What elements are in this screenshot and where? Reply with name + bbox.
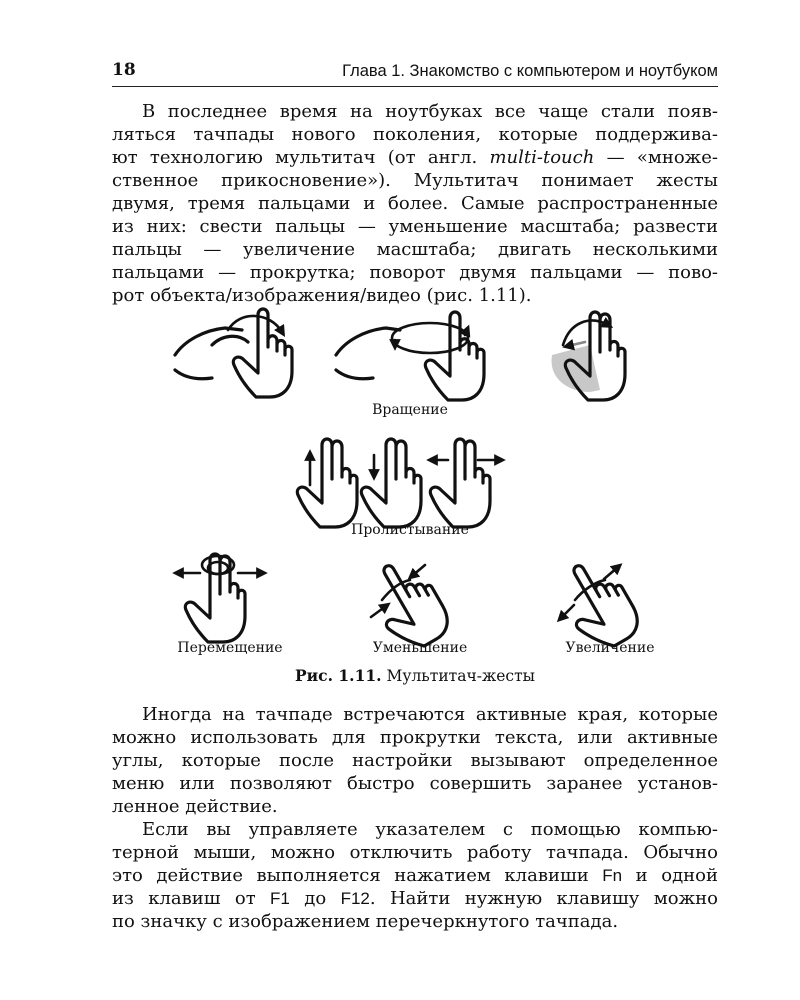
- label-move: Перемещение: [177, 640, 283, 656]
- text-line: ют технологию мультитач (от англ. multi-touch — «множе-: [112, 147, 718, 168]
- move-gesture-icon: [178, 554, 262, 642]
- rotate-gesture-1-icon: [175, 309, 292, 397]
- text-line: из них: свести пальцы — уменьшение масштаба; развести: [112, 216, 718, 237]
- text-line: пальцами — прокрутка; поворот двумя пальцами — пово-: [112, 262, 718, 283]
- key-fn: Fn: [602, 866, 623, 885]
- text-line: это действие выполняется нажатием клавиши Fn и одной: [112, 865, 718, 886]
- caption-text: Мультитач-жесты: [381, 667, 535, 685]
- text-line: пальцы — увеличение масштаба; двигать несколькими: [112, 239, 718, 260]
- rotate-gesture-3-icon: [552, 312, 625, 400]
- key-f12: F12: [340, 889, 370, 908]
- text-line: ленное действие.: [112, 796, 278, 817]
- text-line: двумя, тремя пальцами и более. Самые распространенные: [112, 193, 718, 214]
- text-line: из клавиш от F1 до F12. Найти нужную клавишу можно: [112, 888, 718, 909]
- swipe-horizontal-icon: [430, 439, 500, 527]
- label-zoom-out: Уменьшение: [372, 640, 468, 656]
- text-line: Иногда на тачпаде встречаются активные края, которые: [142, 704, 718, 725]
- text-line: по значку с изображением перечеркнутого тачпада.: [112, 911, 619, 932]
- figure-caption: [112, 666, 718, 685]
- text-line: Если вы управляете указателем с помощью компью-: [142, 819, 718, 840]
- label-rotation: Вращение: [372, 402, 448, 418]
- key-f1: F1: [270, 889, 290, 908]
- text-line: рот объекта/изображения/видео (рис. 1.11).: [112, 285, 532, 306]
- swipe-up-icon: [297, 439, 357, 527]
- text-line: углы, которые после настройки вызывают определенное: [112, 750, 718, 771]
- chapter-title: Глава 1. Знакомство с компьютером и ноутбуком: [342, 62, 718, 80]
- text-line: терной мыши, можно отключить работу тачпада. Обычно: [112, 842, 718, 863]
- label-swipe: Пролистывание: [351, 522, 469, 538]
- page-number: 18: [112, 60, 136, 80]
- text-line: В последнее время на ноутбуках все чаще стали появ-: [142, 101, 718, 122]
- rotate-gesture-2-icon: [336, 312, 484, 400]
- text-line: меню или позволяют быстро совершить заранее установ-: [112, 773, 718, 794]
- text-line: ственное прикосновение»). Мультитач понимает жесты: [112, 170, 718, 191]
- caption-number: Рис. 1.11.: [295, 666, 382, 685]
- italic-term: multi-touch: [489, 147, 595, 168]
- text-line: ляться тачпады нового поколения, которые поддержива-: [112, 124, 718, 145]
- label-zoom-in: Увеличение: [565, 640, 655, 656]
- text-line: можно использовать для прокрутки текста, или активные: [112, 727, 718, 748]
- paragraph-active-edges: [112, 703, 718, 818]
- swipe-down-icon: [361, 439, 421, 527]
- paragraph-disable-touchpad: [112, 818, 718, 933]
